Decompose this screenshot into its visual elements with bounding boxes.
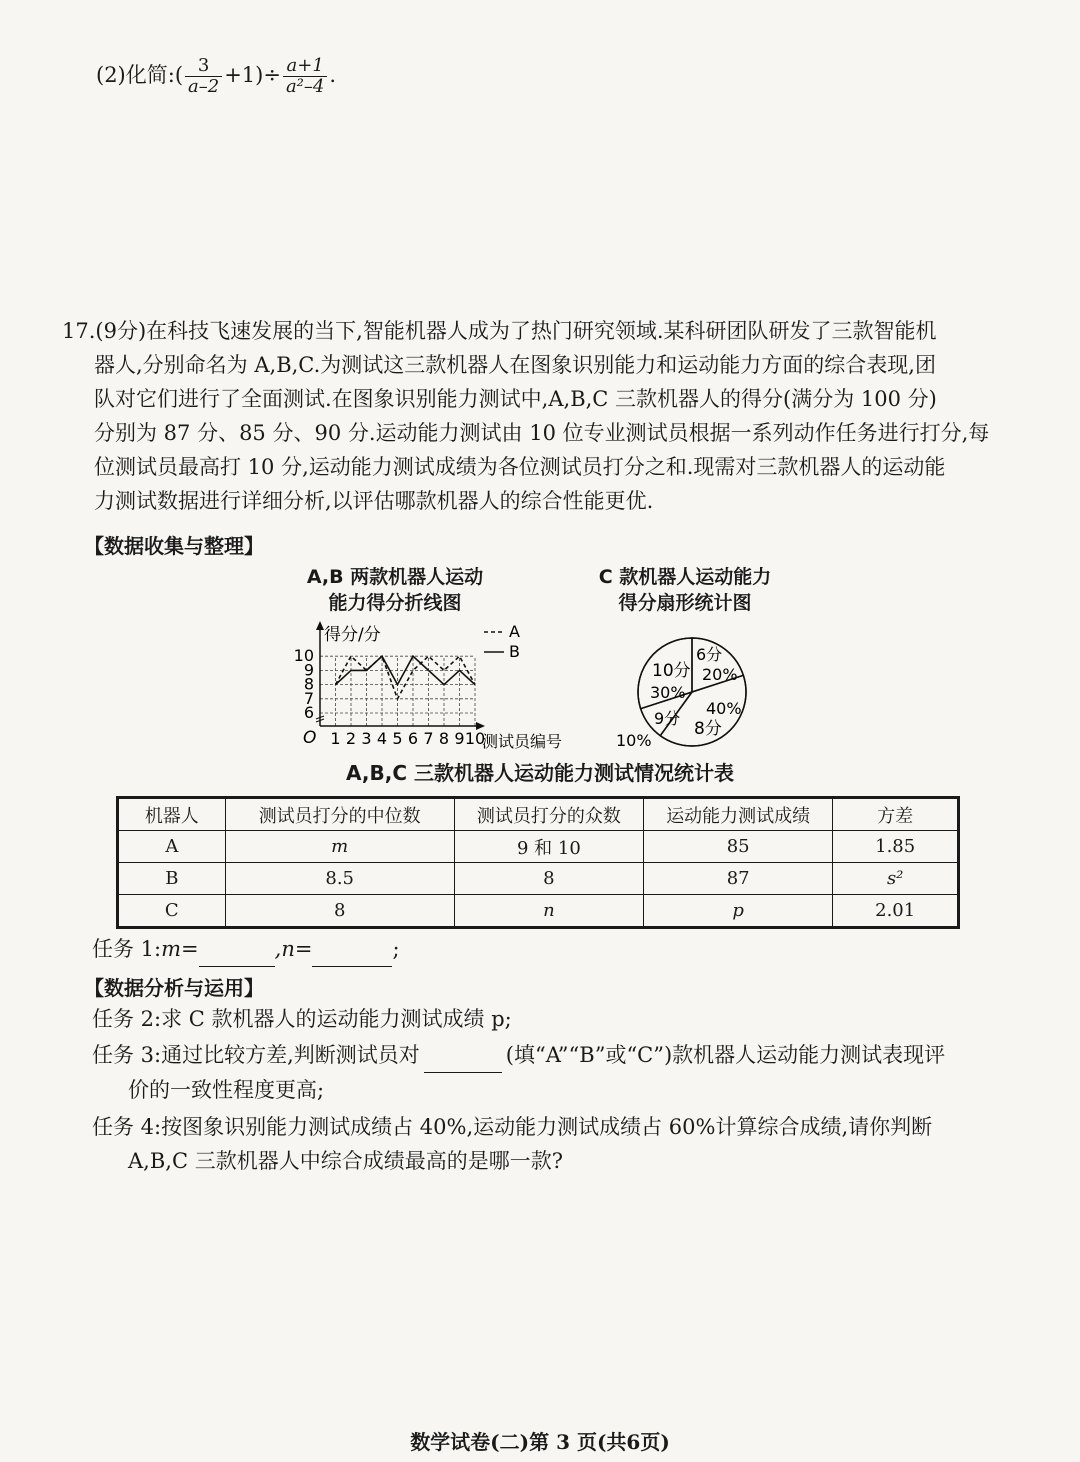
- task-3-line-2: 价的一致性程度更高;: [128, 1078, 325, 1102]
- q16-prefix: (2)化简:(: [96, 63, 184, 87]
- table-header-cell: 机器人: [118, 798, 226, 831]
- pie-label-6: 6分: [696, 645, 723, 664]
- task-1-m-blank[interactable]: [199, 932, 275, 967]
- q17-line-3: 队对它们进行了全面测试.在图象识别能力测试中,A,B,C 三款机器人的得分(满分为 100 分): [94, 387, 937, 411]
- y-tick-label: 9: [303, 660, 314, 680]
- x-tick-label: 7: [423, 729, 434, 748]
- table-cell: 1.85: [833, 831, 959, 863]
- fraction-2: [283, 56, 327, 97]
- section-heading-data-collection: 【数据收集与整理】: [84, 534, 264, 558]
- pie-label-9: 9分: [654, 709, 681, 728]
- x-tick-labels: [330, 729, 485, 748]
- y-axis-label: 得分/分: [324, 625, 381, 645]
- legend-b-label: B: [509, 642, 520, 661]
- q16-suffix: .: [329, 63, 337, 87]
- task-3: [92, 1038, 1032, 1107]
- x-tick-label: 8: [438, 729, 450, 748]
- task-3-blank[interactable]: [424, 1038, 502, 1073]
- table-cell: 87: [644, 863, 833, 895]
- task-4-line-1: 任务 4:按图象识别能力测试成绩占 40%,运动能力测试成绩占 60%计算综合成绩,请你判断: [92, 1115, 933, 1139]
- x-tick-label: 5: [392, 729, 403, 748]
- pie-label-10: 10分: [652, 661, 691, 681]
- task-1-m: m=: [161, 937, 199, 961]
- stats-table: [116, 796, 960, 929]
- table-row: [118, 863, 959, 895]
- line-chart-grid: [320, 656, 475, 726]
- q17-line-4: 分别为 87 分、85 分、90 分.运动能力测试由 10 位专业测试员根据一系列动作任务进行打分,每: [94, 421, 990, 445]
- pie-chart: [610, 630, 780, 755]
- fraction-1: [185, 56, 222, 97]
- q16-part2: [96, 50, 336, 100]
- table-header-row: [118, 798, 959, 831]
- table-header-cell: 方差: [833, 798, 959, 831]
- x-tick-label: 9: [454, 729, 465, 748]
- fraction-2-numerator: a+1: [283, 56, 327, 77]
- task-2: 任务 2:求 C 款机器人的运动能力测试成绩 p;: [92, 1007, 512, 1031]
- q17-line-5: 位测试员最高打 10 分,运动能力测试成绩为各位测试员打分之和.现需对三款机器人的运动能: [94, 455, 946, 479]
- task-3-text-b: (填“A”“B”或“C”)款机器人运动能力测试表现评: [505, 1043, 946, 1067]
- table-cell: s²: [833, 863, 959, 895]
- task-4-line-2: A,B,C 三款机器人中综合成绩最高的是哪一款?: [128, 1149, 563, 1173]
- x-tick-label: 4: [376, 729, 388, 748]
- table-row: [118, 831, 959, 863]
- x-tick-label: 1: [330, 729, 341, 748]
- task-1: [92, 932, 400, 967]
- x-tick-label: 3: [361, 729, 372, 748]
- y-tick-label: 8: [303, 674, 314, 694]
- x-tick-label: 6: [407, 729, 419, 748]
- y-tick-labels: [294, 646, 314, 722]
- table-row: [118, 895, 959, 928]
- table-cell: 9 和 10: [454, 831, 643, 863]
- task-1-n: ,n=: [274, 937, 313, 961]
- line-chart-title: [270, 564, 520, 616]
- pie-pct-9: 10%: [616, 731, 652, 750]
- x-tick-label: 2: [345, 729, 357, 748]
- task-1-n-blank[interactable]: [312, 932, 392, 967]
- line-series: [336, 656, 476, 699]
- page-footer: 数学试卷(二)第 3 页(共6页): [410, 1430, 670, 1454]
- task-1-label: 任务 1:: [92, 937, 162, 961]
- pie-label-8: 8分: [694, 719, 722, 739]
- q17-line-1: 17.(9分)在科技飞速发展的当下,智能机器人成为了热门研究领域.某科研团队研发了三款智能机: [62, 319, 937, 343]
- table-header-cell: 运动能力测试成绩: [644, 798, 833, 831]
- origin-label: O: [303, 728, 317, 748]
- x-tick-label: 10: [464, 729, 486, 748]
- pie-chart-title-1: C 款机器人运动能力: [598, 566, 772, 588]
- table-cell: B: [118, 863, 226, 895]
- line-chart-title-2: 能力得分折线图: [328, 592, 462, 614]
- task-3-text-a: 任务 3:通过比较方差,判断测试员对: [92, 1043, 420, 1067]
- table-header-cell: 测试员打分的众数: [454, 798, 643, 831]
- y-axis-arrow-icon: [316, 621, 324, 630]
- q17-statement: [62, 314, 1022, 518]
- table-cell: n: [454, 895, 643, 928]
- series-line-a: [336, 656, 476, 699]
- x-axis-label: 测试员编号: [482, 732, 563, 751]
- task-4: [92, 1110, 1032, 1178]
- pie-pct-6: 20%: [702, 665, 738, 684]
- line-chart-title-1: A,B 两款机器人运动: [306, 566, 484, 588]
- series-line-b: [336, 656, 476, 684]
- pie-pct-10: 30%: [650, 683, 686, 702]
- table-cell: 8.5: [225, 863, 454, 895]
- fraction-2-denominator: a²–4: [285, 76, 325, 97]
- y-tick-label: 10: [293, 646, 314, 666]
- table-cell: 8: [225, 895, 454, 928]
- task-3-line-1: [92, 1038, 1032, 1073]
- y-tick-label: 7: [303, 688, 314, 708]
- q17-line-2: 器人,分别命名为 A,B,C.为测试这三款机器人在图象识别能力和运动能力方面的综合表现,团: [94, 353, 936, 377]
- table-header-cell: 测试员打分的中位数: [225, 798, 454, 831]
- table-cell: C: [118, 895, 226, 928]
- table-cell: 85: [644, 831, 833, 863]
- table-cell: m: [225, 831, 454, 863]
- fraction-1-numerator: 3: [185, 56, 222, 77]
- pie-chart-title: [560, 564, 810, 616]
- table-title: A,B,C 三款机器人运动能力测试情况统计表: [346, 761, 734, 785]
- fraction-1-denominator: a–2: [188, 76, 220, 97]
- y-tick-label: 6: [303, 703, 314, 722]
- table-cell: A: [118, 831, 226, 863]
- section-heading-analysis: 【数据分析与运用】: [84, 976, 264, 1000]
- task-1-end: ;: [392, 937, 400, 961]
- legend-a-label: A: [509, 622, 520, 641]
- table-cell: p: [644, 895, 833, 928]
- table-cell: 2.01: [833, 895, 959, 928]
- q17-line-6: 力测试数据进行详细分析,以评估哪款机器人的综合性能更优.: [94, 489, 654, 513]
- pie-pct-8: 40%: [706, 699, 742, 718]
- pie-chart-title-2: 得分扇形统计图: [618, 592, 752, 614]
- line-chart: [290, 618, 590, 753]
- table-cell: 8: [454, 863, 643, 895]
- q16-mid: +1)÷: [224, 63, 281, 87]
